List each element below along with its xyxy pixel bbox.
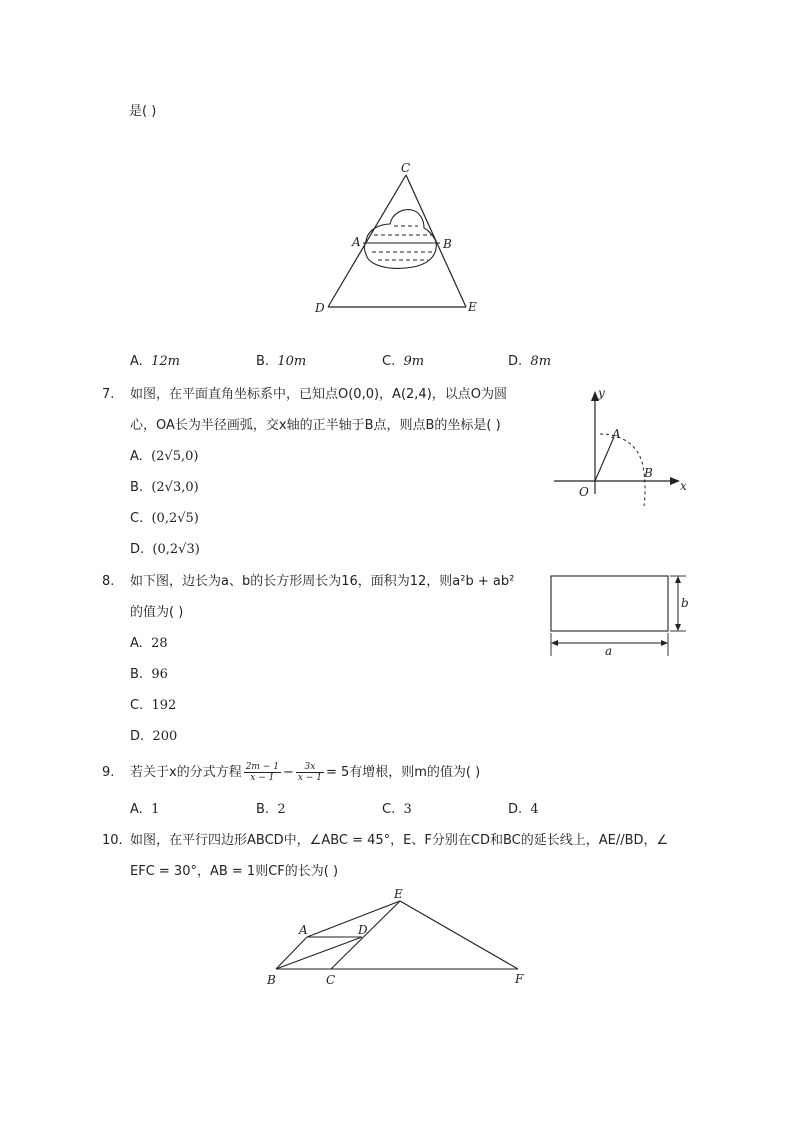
q7-stem-line1: 如图，在平面直角坐标系中，已知点O(0,0)，A(2,4)，以点O为圆: [130, 387, 507, 402]
q8-rectangle: [551, 576, 668, 631]
q10-label-f: F: [515, 972, 524, 986]
q7-label-b: B: [644, 466, 653, 480]
q9-minus: −: [282, 765, 294, 780]
q8-number: 8.: [102, 574, 115, 589]
q6-stem-tail: 是( ): [129, 104, 157, 119]
q6-label-d: D: [315, 301, 325, 315]
q8-figure: [546, 570, 692, 660]
q6-label-a: A: [352, 235, 361, 249]
q10-stem-line2: EFC = 30°，AB = 1则CF的长为( ): [130, 864, 339, 879]
q9-stem-suffix: = 5有增根，则m的值为( ): [325, 765, 481, 780]
q10-stem-line1: 如图，在平行四边形ABCD中，∠ABC = 45°，E、F分别在CD和BC的延长线上，AE//BD，∠: [130, 833, 669, 848]
q7-stem-line2: 心，OA长为半径画弧，交x轴的正半轴于B点，则点B的坐标是( ): [130, 418, 501, 433]
q10-label-b: B: [267, 973, 276, 987]
q10-label-a: A: [299, 923, 308, 937]
q10-label-d: D: [358, 923, 368, 937]
q6-option-d[interactable]: D. 8m: [508, 354, 552, 369]
q10-line-bd: [276, 937, 362, 969]
q9-fraction-1: $\frac{2m - 1}{x - 1}$: [245, 762, 279, 783]
q9-stem-prefix: 若关于x的分式方程: [130, 765, 242, 780]
q9-fraction-2: $\frac{3x}{x - 1}$: [297, 762, 322, 783]
q6-figure: [310, 158, 490, 320]
q7-label-y: y: [598, 386, 605, 400]
q6-line-cd: [328, 175, 406, 307]
q9-option-a[interactable]: A. 1: [130, 802, 160, 817]
q7-x-arrow: [670, 477, 680, 485]
q8-label-a: a: [605, 644, 613, 658]
q7-arc: [600, 434, 645, 506]
q9-option-b[interactable]: B. 2: [256, 802, 286, 817]
q7-label-x: x: [680, 479, 687, 493]
q8-option-d[interactable]: D. 200: [130, 729, 178, 744]
q8-option-c[interactable]: C. 192: [130, 698, 177, 713]
q6-option-b[interactable]: B. 10m: [256, 354, 307, 369]
q7-segment-oa: [595, 437, 614, 481]
q8-option-b[interactable]: B. 96: [130, 667, 168, 682]
q7-number: 7.: [102, 387, 115, 402]
q8-option-a[interactable]: A. 28: [130, 636, 168, 651]
q9-option-c[interactable]: C. 3: [382, 802, 412, 817]
q7-option-a[interactable]: A. (2√5,0): [130, 449, 199, 464]
q9-number: 9.: [102, 765, 115, 780]
q10-figure: [262, 884, 534, 990]
q10-label-c: C: [326, 973, 336, 987]
q9-stem: [130, 760, 480, 786]
q6-option-a[interactable]: A. 12m: [130, 354, 180, 369]
q7-option-d[interactable]: D. (0,2√3): [130, 542, 200, 557]
q10-line-ef: [400, 901, 518, 969]
q8-label-b: b: [681, 596, 689, 610]
q6-label-c: C: [401, 161, 411, 175]
q6-option-c[interactable]: C. 9m: [382, 354, 425, 369]
q10-line-ab: [276, 937, 307, 969]
q10-line-ae: [307, 901, 400, 937]
q7-option-b[interactable]: B. (2√3,0): [130, 480, 199, 495]
q7-option-c[interactable]: C. (0,2√5): [130, 511, 199, 526]
q6-label-b: B: [443, 237, 452, 251]
q7-label-o: O: [579, 485, 589, 499]
q10-number: 10.: [102, 833, 123, 848]
q6-label-e: E: [468, 300, 477, 314]
q7-label-a: A: [612, 427, 621, 441]
q9-option-d[interactable]: D. 4: [508, 802, 539, 817]
q8-stem-line2: 的值为( ): [130, 605, 184, 620]
q8-stem-line1: 如下图，边长为a、b的长方形周长为16，面积为12，则a²b + ab²: [130, 574, 515, 589]
q10-label-e: E: [394, 887, 403, 901]
q7-figure: [550, 382, 694, 510]
